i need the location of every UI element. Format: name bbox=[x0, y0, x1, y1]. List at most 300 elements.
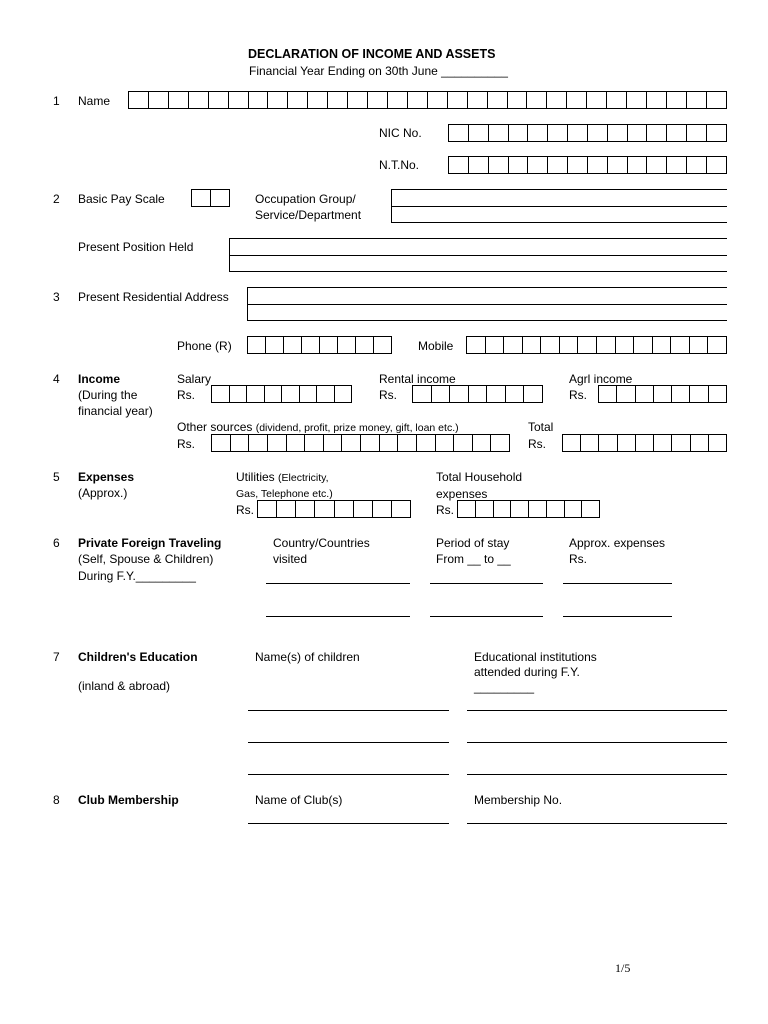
char-cell[interactable] bbox=[548, 256, 568, 271]
char-cell[interactable] bbox=[647, 305, 667, 320]
char-cell[interactable] bbox=[247, 386, 265, 402]
char-cell[interactable] bbox=[707, 207, 727, 222]
char-cell[interactable] bbox=[282, 386, 300, 402]
char-cell[interactable] bbox=[451, 190, 471, 206]
char-cell[interactable] bbox=[588, 256, 608, 271]
char-cell[interactable] bbox=[599, 435, 617, 451]
char-cell[interactable] bbox=[647, 256, 667, 271]
expenses-field-1[interactable] bbox=[563, 583, 672, 584]
char-cell[interactable] bbox=[578, 337, 597, 353]
char-cell[interactable] bbox=[688, 207, 708, 222]
char-cell[interactable] bbox=[506, 386, 525, 402]
char-cell[interactable] bbox=[636, 386, 654, 402]
char-cell[interactable] bbox=[628, 125, 648, 141]
char-cell[interactable] bbox=[654, 435, 672, 451]
char-cell[interactable] bbox=[392, 190, 412, 206]
char-cell[interactable] bbox=[408, 305, 428, 320]
char-cell[interactable] bbox=[288, 288, 308, 304]
char-cell[interactable] bbox=[628, 256, 648, 271]
char-cell[interactable] bbox=[508, 256, 528, 271]
char-cell[interactable] bbox=[527, 305, 547, 320]
char-cell[interactable] bbox=[429, 239, 449, 255]
char-cell[interactable] bbox=[449, 239, 469, 255]
char-cell[interactable] bbox=[348, 92, 368, 108]
char-cell[interactable] bbox=[368, 92, 388, 108]
char-cell[interactable] bbox=[266, 337, 284, 353]
char-cell[interactable] bbox=[288, 305, 308, 320]
char-cell[interactable] bbox=[389, 239, 409, 255]
char-cell[interactable] bbox=[523, 337, 542, 353]
char-cell[interactable] bbox=[258, 501, 277, 517]
country-field-1[interactable] bbox=[266, 583, 410, 584]
char-cell[interactable] bbox=[380, 435, 399, 451]
char-cell[interactable] bbox=[707, 256, 727, 271]
char-cell[interactable] bbox=[268, 288, 288, 304]
char-cell[interactable] bbox=[667, 305, 687, 320]
char-cell[interactable] bbox=[672, 386, 690, 402]
position-input[interactable] bbox=[229, 238, 727, 272]
char-cell[interactable] bbox=[687, 125, 707, 141]
char-cell[interactable] bbox=[647, 125, 667, 141]
char-cell[interactable] bbox=[628, 239, 648, 255]
char-cell[interactable] bbox=[491, 190, 511, 206]
char-cell[interactable] bbox=[436, 435, 455, 451]
char-cell[interactable] bbox=[509, 125, 529, 141]
char-cell[interactable] bbox=[707, 92, 727, 108]
char-cell[interactable] bbox=[599, 386, 617, 402]
char-cell[interactable] bbox=[469, 157, 489, 173]
char-cell[interactable] bbox=[250, 239, 270, 255]
char-cell[interactable] bbox=[667, 288, 687, 304]
char-cell[interactable] bbox=[149, 92, 169, 108]
char-cell[interactable] bbox=[687, 92, 707, 108]
child-name-field-1[interactable] bbox=[248, 710, 449, 711]
char-cell[interactable] bbox=[373, 501, 392, 517]
char-cell[interactable] bbox=[431, 190, 451, 206]
char-cell[interactable] bbox=[487, 305, 507, 320]
char-cell[interactable] bbox=[230, 239, 250, 255]
char-cell[interactable] bbox=[688, 190, 708, 206]
other-sources-input[interactable] bbox=[211, 434, 510, 452]
char-cell[interactable] bbox=[510, 207, 530, 222]
char-cell[interactable] bbox=[581, 435, 599, 451]
child-name-field-2[interactable] bbox=[248, 742, 449, 743]
char-cell[interactable] bbox=[374, 337, 392, 353]
char-cell[interactable] bbox=[368, 305, 388, 320]
char-cell[interactable] bbox=[547, 501, 565, 517]
char-cell[interactable] bbox=[627, 288, 647, 304]
char-cell[interactable] bbox=[417, 435, 436, 451]
char-cell[interactable] bbox=[608, 239, 628, 255]
char-cell[interactable] bbox=[528, 239, 548, 255]
char-cell[interactable] bbox=[618, 435, 636, 451]
household-input[interactable] bbox=[457, 500, 600, 518]
char-cell[interactable] bbox=[392, 207, 412, 222]
char-cell[interactable] bbox=[530, 207, 550, 222]
char-cell[interactable] bbox=[230, 386, 248, 402]
char-cell[interactable] bbox=[568, 256, 588, 271]
char-cell[interactable] bbox=[687, 239, 707, 255]
char-cell[interactable] bbox=[328, 92, 348, 108]
char-cell[interactable] bbox=[315, 501, 334, 517]
char-cell[interactable] bbox=[708, 337, 727, 353]
char-cell[interactable] bbox=[589, 190, 609, 206]
period-field-1[interactable] bbox=[430, 583, 543, 584]
char-cell[interactable] bbox=[212, 435, 231, 451]
char-cell[interactable] bbox=[568, 239, 588, 255]
char-cell[interactable] bbox=[310, 256, 330, 271]
char-cell[interactable] bbox=[648, 207, 668, 222]
address-input[interactable] bbox=[247, 287, 727, 321]
char-cell[interactable] bbox=[628, 157, 648, 173]
char-cell[interactable] bbox=[469, 256, 489, 271]
char-cell[interactable] bbox=[432, 386, 451, 402]
char-cell[interactable] bbox=[489, 157, 509, 173]
char-cell[interactable] bbox=[588, 157, 608, 173]
expenses-field-2[interactable] bbox=[563, 616, 672, 617]
char-cell[interactable] bbox=[588, 239, 608, 255]
char-cell[interactable] bbox=[491, 435, 510, 451]
char-cell[interactable] bbox=[265, 386, 283, 402]
char-cell[interactable] bbox=[647, 239, 667, 255]
char-cell[interactable] bbox=[617, 386, 635, 402]
institution-field-1[interactable] bbox=[467, 710, 727, 711]
char-cell[interactable] bbox=[634, 337, 653, 353]
club-name-field[interactable] bbox=[248, 823, 449, 824]
char-cell[interactable] bbox=[308, 92, 328, 108]
char-cell[interactable] bbox=[328, 305, 348, 320]
char-cell[interactable] bbox=[528, 157, 548, 173]
char-cell[interactable] bbox=[647, 157, 667, 173]
institution-field-3[interactable] bbox=[467, 774, 727, 775]
char-cell[interactable] bbox=[300, 386, 318, 402]
char-cell[interactable] bbox=[296, 501, 315, 517]
char-cell[interactable] bbox=[270, 256, 290, 271]
char-cell[interactable] bbox=[488, 256, 508, 271]
char-cell[interactable] bbox=[587, 288, 607, 304]
char-cell[interactable] bbox=[567, 305, 587, 320]
country-field-2[interactable] bbox=[266, 616, 410, 617]
char-cell[interactable] bbox=[607, 92, 627, 108]
char-cell[interactable] bbox=[597, 337, 616, 353]
char-cell[interactable] bbox=[528, 256, 548, 271]
char-cell[interactable] bbox=[488, 239, 508, 255]
char-cell[interactable] bbox=[354, 501, 373, 517]
char-cell[interactable] bbox=[450, 386, 469, 402]
char-cell[interactable] bbox=[449, 157, 469, 173]
char-cell[interactable] bbox=[607, 305, 627, 320]
char-cell[interactable] bbox=[563, 435, 581, 451]
char-cell[interactable] bbox=[458, 501, 476, 517]
char-cell[interactable] bbox=[709, 386, 727, 402]
char-cell[interactable] bbox=[654, 386, 672, 402]
char-cell[interactable] bbox=[284, 337, 302, 353]
char-cell[interactable] bbox=[388, 92, 408, 108]
char-cell[interactable] bbox=[589, 207, 609, 222]
char-cell[interactable] bbox=[356, 337, 374, 353]
char-cell[interactable] bbox=[547, 92, 567, 108]
char-cell[interactable] bbox=[368, 288, 388, 304]
char-cell[interactable] bbox=[288, 92, 308, 108]
char-cell[interactable] bbox=[308, 288, 328, 304]
char-cell[interactable] bbox=[507, 305, 527, 320]
char-cell[interactable] bbox=[709, 435, 727, 451]
char-cell[interactable] bbox=[451, 207, 471, 222]
char-cell[interactable] bbox=[607, 288, 627, 304]
char-cell[interactable] bbox=[628, 207, 648, 222]
char-cell[interactable] bbox=[560, 337, 579, 353]
char-cell[interactable] bbox=[616, 337, 635, 353]
char-cell[interactable] bbox=[212, 386, 230, 402]
char-cell[interactable] bbox=[302, 337, 320, 353]
char-cell[interactable] bbox=[250, 256, 270, 271]
char-cell[interactable] bbox=[608, 125, 628, 141]
char-cell[interactable] bbox=[671, 337, 690, 353]
char-cell[interactable] bbox=[667, 239, 687, 255]
char-cell[interactable] bbox=[565, 501, 583, 517]
char-cell[interactable] bbox=[588, 125, 608, 141]
char-cell[interactable] bbox=[587, 305, 607, 320]
char-cell[interactable] bbox=[329, 256, 349, 271]
char-cell[interactable] bbox=[627, 305, 647, 320]
char-cell[interactable] bbox=[691, 435, 709, 451]
char-cell[interactable] bbox=[408, 92, 428, 108]
char-cell[interactable] bbox=[448, 288, 468, 304]
char-cell[interactable] bbox=[608, 157, 628, 173]
char-cell[interactable] bbox=[567, 288, 587, 304]
char-cell[interactable] bbox=[567, 92, 587, 108]
char-cell[interactable] bbox=[687, 305, 707, 320]
name-input[interactable] bbox=[128, 91, 727, 109]
char-cell[interactable] bbox=[508, 92, 528, 108]
char-cell[interactable] bbox=[329, 239, 349, 255]
char-cell[interactable] bbox=[471, 190, 491, 206]
char-cell[interactable] bbox=[369, 239, 389, 255]
phone-input[interactable] bbox=[247, 336, 392, 354]
char-cell[interactable] bbox=[429, 256, 449, 271]
char-cell[interactable] bbox=[707, 157, 727, 173]
char-cell[interactable] bbox=[627, 92, 647, 108]
char-cell[interactable] bbox=[504, 337, 523, 353]
char-cell[interactable] bbox=[428, 305, 448, 320]
char-cell[interactable] bbox=[342, 435, 361, 451]
char-cell[interactable] bbox=[287, 435, 306, 451]
char-cell[interactable] bbox=[486, 337, 505, 353]
char-cell[interactable] bbox=[338, 337, 356, 353]
char-cell[interactable] bbox=[448, 92, 468, 108]
char-cell[interactable] bbox=[290, 239, 310, 255]
char-cell[interactable] bbox=[529, 501, 547, 517]
char-cell[interactable] bbox=[690, 337, 709, 353]
char-cell[interactable] bbox=[548, 239, 568, 255]
char-cell[interactable] bbox=[388, 305, 408, 320]
char-cell[interactable] bbox=[509, 157, 529, 173]
char-cell[interactable] bbox=[494, 501, 512, 517]
char-cell[interactable] bbox=[587, 92, 607, 108]
char-cell[interactable] bbox=[192, 190, 211, 206]
char-cell[interactable] bbox=[392, 501, 411, 517]
mobile-input[interactable] bbox=[466, 336, 727, 354]
char-cell[interactable] bbox=[707, 125, 727, 141]
char-cell[interactable] bbox=[448, 305, 468, 320]
char-cell[interactable] bbox=[369, 256, 389, 271]
char-cell[interactable] bbox=[690, 386, 708, 402]
char-cell[interactable] bbox=[308, 305, 328, 320]
char-cell[interactable] bbox=[687, 288, 707, 304]
char-cell[interactable] bbox=[628, 190, 648, 206]
char-cell[interactable] bbox=[548, 125, 568, 141]
membership-field[interactable] bbox=[467, 823, 727, 824]
char-cell[interactable] bbox=[469, 239, 489, 255]
char-cell[interactable] bbox=[467, 305, 487, 320]
nic-input[interactable] bbox=[448, 124, 727, 142]
char-cell[interactable] bbox=[467, 288, 487, 304]
char-cell[interactable] bbox=[249, 435, 268, 451]
char-cell[interactable] bbox=[667, 92, 687, 108]
char-cell[interactable] bbox=[348, 288, 368, 304]
char-cell[interactable] bbox=[569, 207, 589, 222]
char-cell[interactable] bbox=[687, 157, 707, 173]
char-cell[interactable] bbox=[524, 386, 543, 402]
char-cell[interactable] bbox=[667, 256, 687, 271]
char-cell[interactable] bbox=[609, 190, 629, 206]
total-input[interactable] bbox=[562, 434, 727, 452]
char-cell[interactable] bbox=[389, 256, 409, 271]
agrl-input[interactable] bbox=[598, 385, 727, 403]
char-cell[interactable] bbox=[412, 190, 432, 206]
char-cell[interactable] bbox=[528, 125, 548, 141]
char-cell[interactable] bbox=[412, 207, 432, 222]
char-cell[interactable] bbox=[527, 92, 547, 108]
char-cell[interactable] bbox=[249, 92, 269, 108]
char-cell[interactable] bbox=[487, 386, 506, 402]
char-cell[interactable] bbox=[169, 92, 189, 108]
char-cell[interactable] bbox=[469, 125, 489, 141]
char-cell[interactable] bbox=[428, 288, 448, 304]
char-cell[interactable] bbox=[277, 501, 296, 517]
char-cell[interactable] bbox=[510, 190, 530, 206]
char-cell[interactable] bbox=[608, 256, 628, 271]
char-cell[interactable] bbox=[647, 288, 667, 304]
char-cell[interactable] bbox=[668, 190, 688, 206]
char-cell[interactable] bbox=[428, 92, 448, 108]
char-cell[interactable] bbox=[449, 125, 469, 141]
char-cell[interactable] bbox=[317, 386, 335, 402]
char-cell[interactable] bbox=[305, 435, 324, 451]
char-cell[interactable] bbox=[530, 190, 550, 206]
char-cell[interactable] bbox=[409, 239, 429, 255]
char-cell[interactable] bbox=[547, 305, 567, 320]
char-cell[interactable] bbox=[270, 239, 290, 255]
char-cell[interactable] bbox=[476, 501, 494, 517]
char-cell[interactable] bbox=[335, 386, 353, 402]
institution-field-2[interactable] bbox=[467, 742, 727, 743]
char-cell[interactable] bbox=[431, 207, 451, 222]
char-cell[interactable] bbox=[320, 337, 338, 353]
char-cell[interactable] bbox=[707, 239, 727, 255]
char-cell[interactable] bbox=[349, 256, 369, 271]
char-cell[interactable] bbox=[488, 92, 508, 108]
char-cell[interactable] bbox=[229, 92, 249, 108]
char-cell[interactable] bbox=[449, 256, 469, 271]
char-cell[interactable] bbox=[668, 207, 688, 222]
char-cell[interactable] bbox=[667, 125, 687, 141]
char-cell[interactable] bbox=[667, 157, 687, 173]
char-cell[interactable] bbox=[648, 190, 668, 206]
char-cell[interactable] bbox=[471, 207, 491, 222]
char-cell[interactable] bbox=[487, 288, 507, 304]
period-field-2[interactable] bbox=[430, 616, 543, 617]
char-cell[interactable] bbox=[248, 337, 266, 353]
char-cell[interactable] bbox=[467, 337, 486, 353]
char-cell[interactable] bbox=[582, 501, 600, 517]
char-cell[interactable] bbox=[268, 92, 288, 108]
char-cell[interactable] bbox=[568, 125, 588, 141]
rental-input[interactable] bbox=[412, 385, 543, 403]
char-cell[interactable] bbox=[647, 92, 667, 108]
char-cell[interactable] bbox=[707, 288, 727, 304]
char-cell[interactable] bbox=[548, 157, 568, 173]
char-cell[interactable] bbox=[310, 239, 330, 255]
char-cell[interactable] bbox=[268, 305, 288, 320]
char-cell[interactable] bbox=[491, 207, 511, 222]
char-cell[interactable] bbox=[211, 190, 230, 206]
char-cell[interactable] bbox=[636, 435, 654, 451]
char-cell[interactable] bbox=[468, 92, 488, 108]
char-cell[interactable] bbox=[290, 256, 310, 271]
char-cell[interactable] bbox=[230, 256, 250, 271]
char-cell[interactable] bbox=[653, 337, 672, 353]
char-cell[interactable] bbox=[231, 435, 250, 451]
char-cell[interactable] bbox=[324, 435, 343, 451]
char-cell[interactable] bbox=[454, 435, 473, 451]
char-cell[interactable] bbox=[489, 125, 509, 141]
char-cell[interactable] bbox=[413, 386, 432, 402]
char-cell[interactable] bbox=[707, 190, 727, 206]
char-cell[interactable] bbox=[508, 239, 528, 255]
char-cell[interactable] bbox=[209, 92, 229, 108]
child-name-field-3[interactable] bbox=[248, 774, 449, 775]
char-cell[interactable] bbox=[687, 256, 707, 271]
char-cell[interactable] bbox=[189, 92, 209, 108]
char-cell[interactable] bbox=[248, 288, 268, 304]
char-cell[interactable] bbox=[672, 435, 690, 451]
occupation-input[interactable] bbox=[391, 189, 727, 223]
char-cell[interactable] bbox=[409, 256, 429, 271]
ntn-input[interactable] bbox=[448, 156, 727, 174]
char-cell[interactable] bbox=[550, 190, 570, 206]
char-cell[interactable] bbox=[408, 288, 428, 304]
char-cell[interactable] bbox=[541, 337, 560, 353]
utilities-input[interactable] bbox=[257, 500, 411, 518]
char-cell[interactable] bbox=[348, 305, 368, 320]
char-cell[interactable] bbox=[507, 288, 527, 304]
char-cell[interactable] bbox=[473, 435, 492, 451]
char-cell[interactable] bbox=[569, 190, 589, 206]
char-cell[interactable] bbox=[568, 157, 588, 173]
char-cell[interactable] bbox=[328, 288, 348, 304]
char-cell[interactable] bbox=[707, 305, 727, 320]
char-cell[interactable] bbox=[527, 288, 547, 304]
char-cell[interactable] bbox=[129, 92, 149, 108]
char-cell[interactable] bbox=[469, 386, 488, 402]
char-cell[interactable] bbox=[609, 207, 629, 222]
char-cell[interactable] bbox=[550, 207, 570, 222]
char-cell[interactable] bbox=[335, 501, 354, 517]
char-cell[interactable] bbox=[547, 288, 567, 304]
char-cell[interactable] bbox=[361, 435, 380, 451]
char-cell[interactable] bbox=[349, 239, 369, 255]
